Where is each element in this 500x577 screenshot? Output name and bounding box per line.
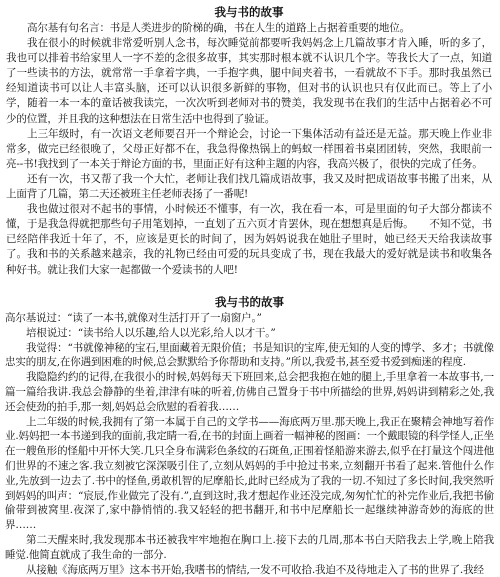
essay-title: 我与书的故事 [215, 295, 284, 309]
essay-second [0, 294, 500, 577]
essay-first [0, 4, 500, 278]
paragraph: 我觉得：“书就像神秘的宝石,里面藏着无限价值；书是知识的宝库,使无知的人变的博学、多才；书就像忠实的朋友,在你遇到困难的时候,总会默默给予你帮助和支持。”所以,我爱书,甚至爱书爱到痴迷的程度. [5, 341, 494, 369]
essay-title: 我与书的故事 [214, 5, 284, 19]
paragraph: 第二天醒来时,我发现那本书还被我牢牢地抱在胸口上.接下去的几周,那本书白天陪我去上学,晚上陪我睡觉.他简直就成了我生命的一部分. [5, 533, 494, 561]
paragraph: 我也做过很对不起书的事情，小时候还不懂事，有一次，我在看一本，可是里面的句子大部分都读不懂，于是我急得就把那些句子用笔划掉，一直划了五六页才肯罢休，现在想想真是后悔。 不知不觉，书已经陪伴我近十年了，不，应该是更长的时间了，因为妈妈说我在她肚子里时，她已经天天给我读故事了。我和书的关系越来越亲，我的礼物已经由可爱的玩具变成了书，现在我最大的爱好就是读书和收集各种好书。就让我们大家一起都做一个爱读书的人吧! [6, 203, 492, 276]
paragraph: 上二年级的时候,我拥有了第一本属于自己的文学书——海底两万里.那天晚上,我正在聚精会神地写着作业.妈妈把一本书递到我的面前,我定睛一看,在书的封面上画着一幅神秘的图画：一个戴眼镜的科学怪人,正坐在一艘鱼形的怪船中开怀大笑.几只全身布满彩色条纹的石斑鱼,正围着怪船游来游去,似乎在打量这个闯进他们世界的不速之客.我立刻被它深深吸引住了,立刻从妈妈的手中抢过书来,立刻翻开书看了起来.管他什么作业,先放到一边去了.书中的怪鱼,勇敢机智的尼摩船长,此时已经成为了我的一切.不知过了多长时间,我突然听到妈妈的叫声：“宸辰,作业做完了没有.”,直到这时,我才想起作业还没完成,匆匆忙忙的补完作业后,我把书偷偷带到被窝里.夜深了,家中静悄悄的.我又轻轻的把书翻开,和书中尼摩船长一起继续神游奇妙的海底的世界…… [5, 415, 494, 532]
paragraph: 高尔基说过：“读了一本书,就像对生活打开了一扇窗户。” [5, 312, 262, 324]
paragraph: 我隐隐约约的记得,在我很小的时候,妈妈每天下班回来,总会把我抱在她的腿上,手里拿着一本故事书,一篇一篇给我讲.我总会静静的坐着,津津有味的听着,仿佛自己置身于书中所描绘的世界,妈妈讲到精彩之处,我还会使劲的拍手,那一刻,妈妈总会欣慰的看着我…… [5, 371, 494, 413]
paragraph: 上三年级时，有一次语文老师要召开一个辩论会，讨论一下集体活动有益还是无益。那天晚上作业非常多，做完已经很晚了，父母正好都不在，我急得像热锅上的蚂蚁一样围着书桌团团转，突然，我眼前一亮--书!我找到了一本关于辩论方面的书，里面正好有这种主题的内容，我高兴极了，很快的完成了任务。 [6, 127, 492, 170]
paragraph: 我在很小的时候就非常爱听别人念书，每次睡觉前都要听我妈妈念上几篇故事才肯入睡，听的多了，我也可以排着书给家里人一字不差的念很多故事，其实那时根本就不认识几个字。等我长大了一点，知道了一些读书的方法，就常常一手拿着字典，一手抱字典，腿中间夹着书，一看就故不下手。那时我虽然已经知道读书可以让人丰富头脑，还可以认识很多新鲜的事物，但对书的认识也只有仅此而已。等上了小学，随着一本一本的童话被我读完，一次次听到老师对书的赞美，我发现书在我们的生活中占据着必不可少的位置，并且我的这种想法在日常生活中也得到了验证。 [6, 37, 492, 125]
paragraph: 从接触《海底两万里》这本书开始,我嗜书的情结,一发不可收拾.我迫不及待地走入了书的世界了.我经 [26, 563, 484, 576]
paragraph: 还有一次，书又帮了我一个大忙，老师让我们找几篇成语故事，我又及时把成语故事书搬了出来，从上面背了几篇，第二天还被班主任老师表扬了一番呢! [6, 172, 492, 201]
paragraph: 培根说过：“读书给人以乐趣,给人以光彩,给人以才干。” [26, 326, 276, 339]
paragraph: 高尔基有句名言：书是人类进步的阶梯的确，书在人生的道路上占据着重要的地位。 [27, 22, 410, 34]
